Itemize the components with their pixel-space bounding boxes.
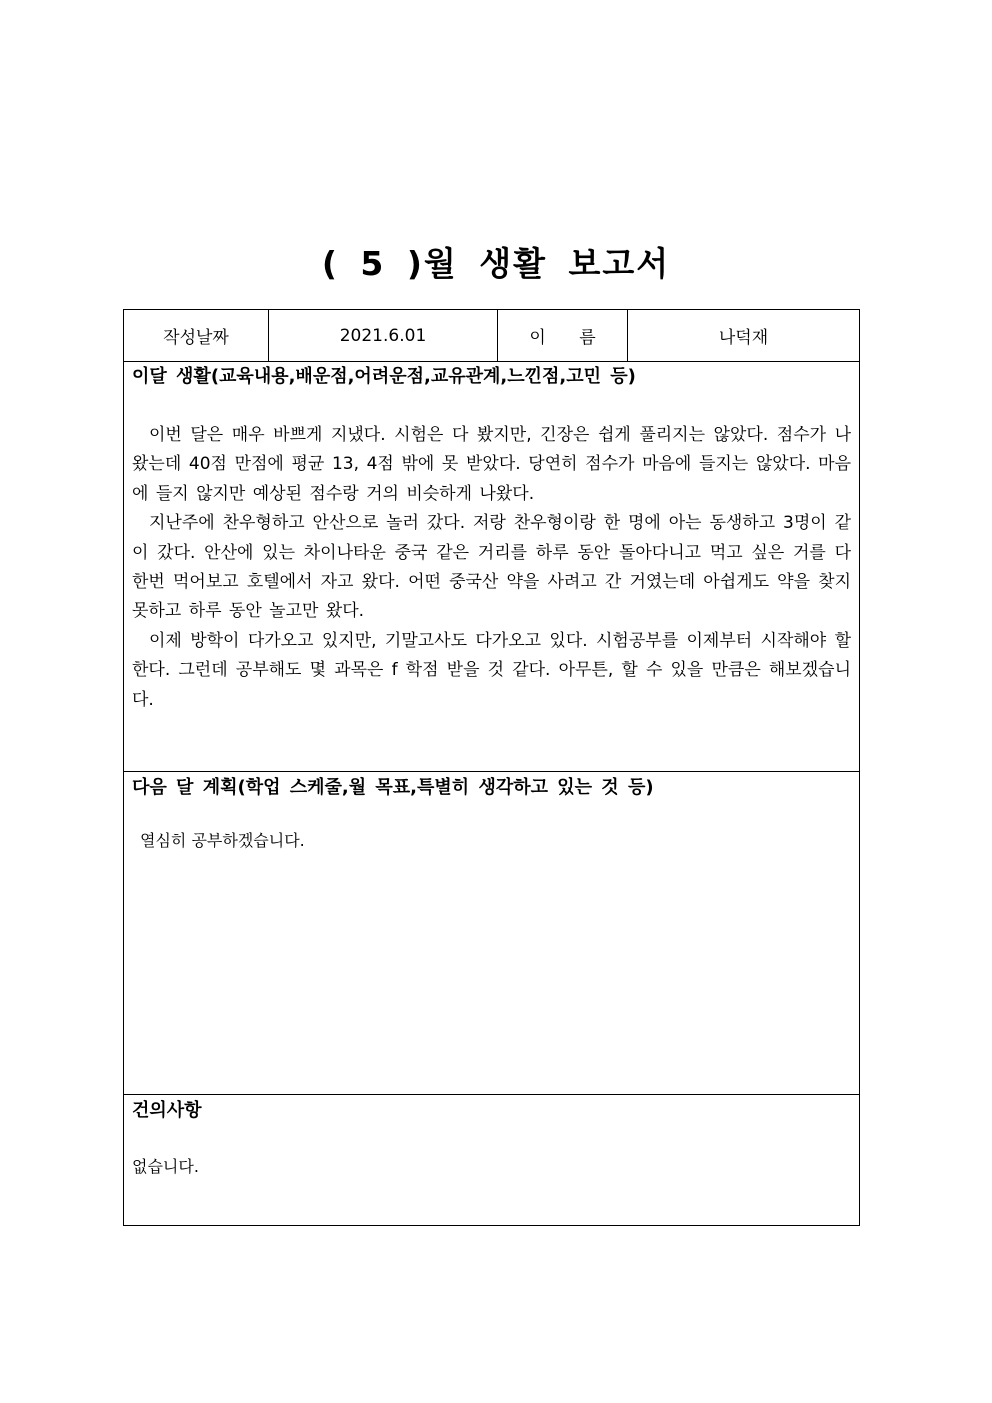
date-value: 2021.6.01 (269, 310, 498, 361)
next-month-section (124, 772, 859, 1095)
date-label: 작성날짜 (124, 310, 269, 361)
next-month-content: 열심히 공부하겠습니다. (140, 831, 305, 850)
name-label: 이 름 (498, 310, 628, 361)
header-row (124, 310, 859, 362)
paragraph: 이제 방학이 다가오고 있지만, 기말고사도 다가오고 있다. 시험공부를 이제부터 시작해야 할 한다. 그런데 공부해도 몇 과목은 f 학점 받을 것 같다. 아무튼, 할 수 있을 만큼은 해보겠습니다. (132, 630, 851, 710)
next-month-heading: 다음 달 계획(학업 스케줄,월 목표,특별히 생각하고 있는 것 등) (132, 777, 654, 798)
paragraph: 이번 달은 매우 바쁘게 지냈다. 시험은 다 봤지만, 긴장은 쉽게 풀리지는 않았다. 점수가 나왔는데 40점 만점에 평균 13, 4점 밖에 못 받았다. 당연히 점수가 마음에 들지는 않았다. 마음에 들지 않지만 예상된 점수랑 거의 비슷하게 나왔다. (132, 425, 851, 504)
suggestions-section (124, 1095, 859, 1225)
monthly-life-body (132, 421, 851, 715)
monthly-life-heading: 이달 생활(교육내용,배운점,어려운점,교유관계,느낀점,고민 등) (132, 366, 636, 387)
report-form (123, 309, 860, 1226)
paragraph: 지난주에 찬우형하고 안산으로 놀러 갔다. 저랑 찬우형이랑 한 명에 아는 동생하고 3명이 같이 갔다. 안산에 있는 차이나타운 중국 같은 거리를 하루 동안 돌아다니고 먹고 싶은 거를 다 한번 먹어보고 호텔에서 자고 왔다. 어떤 중국산 약을 사려고 간 거였는데 아쉽게도 약을 찾지 못하고 하루 동안 놀고만 왔다. (132, 513, 851, 622)
suggestions-heading: 건의사항 (132, 1100, 202, 1121)
suggestions-content: 없습니다. (132, 1157, 199, 1176)
name-value: 나덕재 (718, 328, 769, 348)
monthly-life-section (124, 362, 859, 772)
document-title: ( 5 )월 생활 보고서 (321, 244, 671, 283)
